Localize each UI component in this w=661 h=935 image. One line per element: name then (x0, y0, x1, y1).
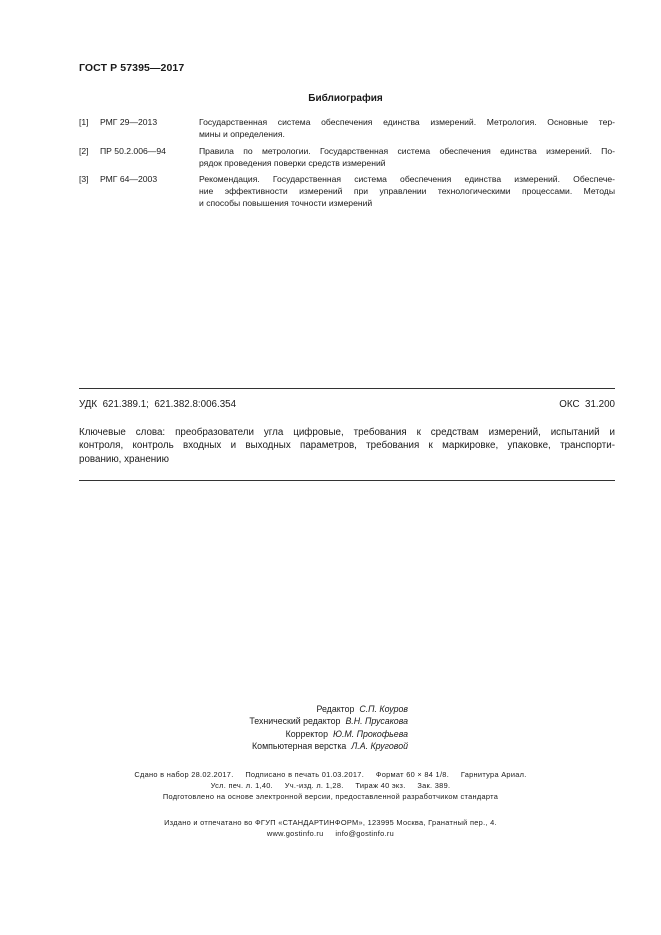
reference-code: РМГ 64—2003 (100, 174, 158, 184)
bibliography-item (79, 117, 615, 141)
publication-line: Сдано в набор 28.02.2017. Подписано в печать 01.03.2017. Формат 60 × 84 1/8. Гарнитура Ариал. (134, 770, 527, 779)
divider (79, 480, 615, 481)
udk-code: УДК 621.389.1; 621.382.8:006.354 (79, 399, 237, 410)
document-code: ГОСТ Р 57395—2017 (79, 62, 185, 74)
publication-line: Подготовлено на основе электронной версии, предоставленной разработчиком стандарта (162, 792, 499, 801)
oks-code: ОКС 31.200 (559, 399, 615, 410)
staff-credits (108, 703, 408, 753)
publisher-address: Издано и отпечатано во ФГУП «СТАНДАРТИНФОРМ», 123995 Москва, Гранатный пер., 4. (164, 818, 497, 827)
keywords: Ключевые слова: преобразователи угла цифровые, требования к средствам измерений, испытаний и контроля, контроль входных и выходных параметров, требования к маркировке, упаковке, транспорти- рованию, хранению (79, 427, 615, 465)
reference-code: ПР 50.2.006—94 (100, 146, 166, 156)
staff-layout: Компьютерная верстка Л.А. Круговой (252, 741, 408, 752)
bibliography-item (79, 146, 615, 170)
reference-code: РМГ 29—2013 (100, 117, 158, 127)
reference-text: Правила по метрологии. Государственная система обеспечения единства измерений. По- рядок проведения поверки средств измерений (199, 146, 615, 168)
publisher-contacts: www.gostinfo.ru info@gostinfo.ru (266, 829, 395, 838)
divider (79, 388, 615, 389)
staff-editor: Редактор С.П. Коуров (316, 704, 408, 714)
reference-number: [3] (79, 174, 89, 184)
bibliography-item (79, 174, 615, 210)
reference-number: [2] (79, 146, 89, 156)
staff-tech-editor: Технический редактор В.Н. Прусакова (249, 716, 408, 727)
reference-number: [1] (79, 117, 89, 127)
bibliography-title: Библиография (308, 93, 383, 104)
reference-text: Государственная система обеспечения единства измерений. Метрология. Основные тер- мины и определения. (199, 117, 615, 139)
staff-corrector: Корректор Ю.М. Прокофьева (285, 728, 408, 739)
publication-line: Усл. печ. л. 1,40. Уч.-изд. л. 1,28. Тираж 40 экз. Зак. 389. (210, 781, 451, 790)
reference-text: Рекомендация. Государственная система обеспечения единства измерений. Обеспече- ние эффективности измерений при управлении технологическими процессами. Методы и способы повышения точности измерений (199, 174, 615, 208)
